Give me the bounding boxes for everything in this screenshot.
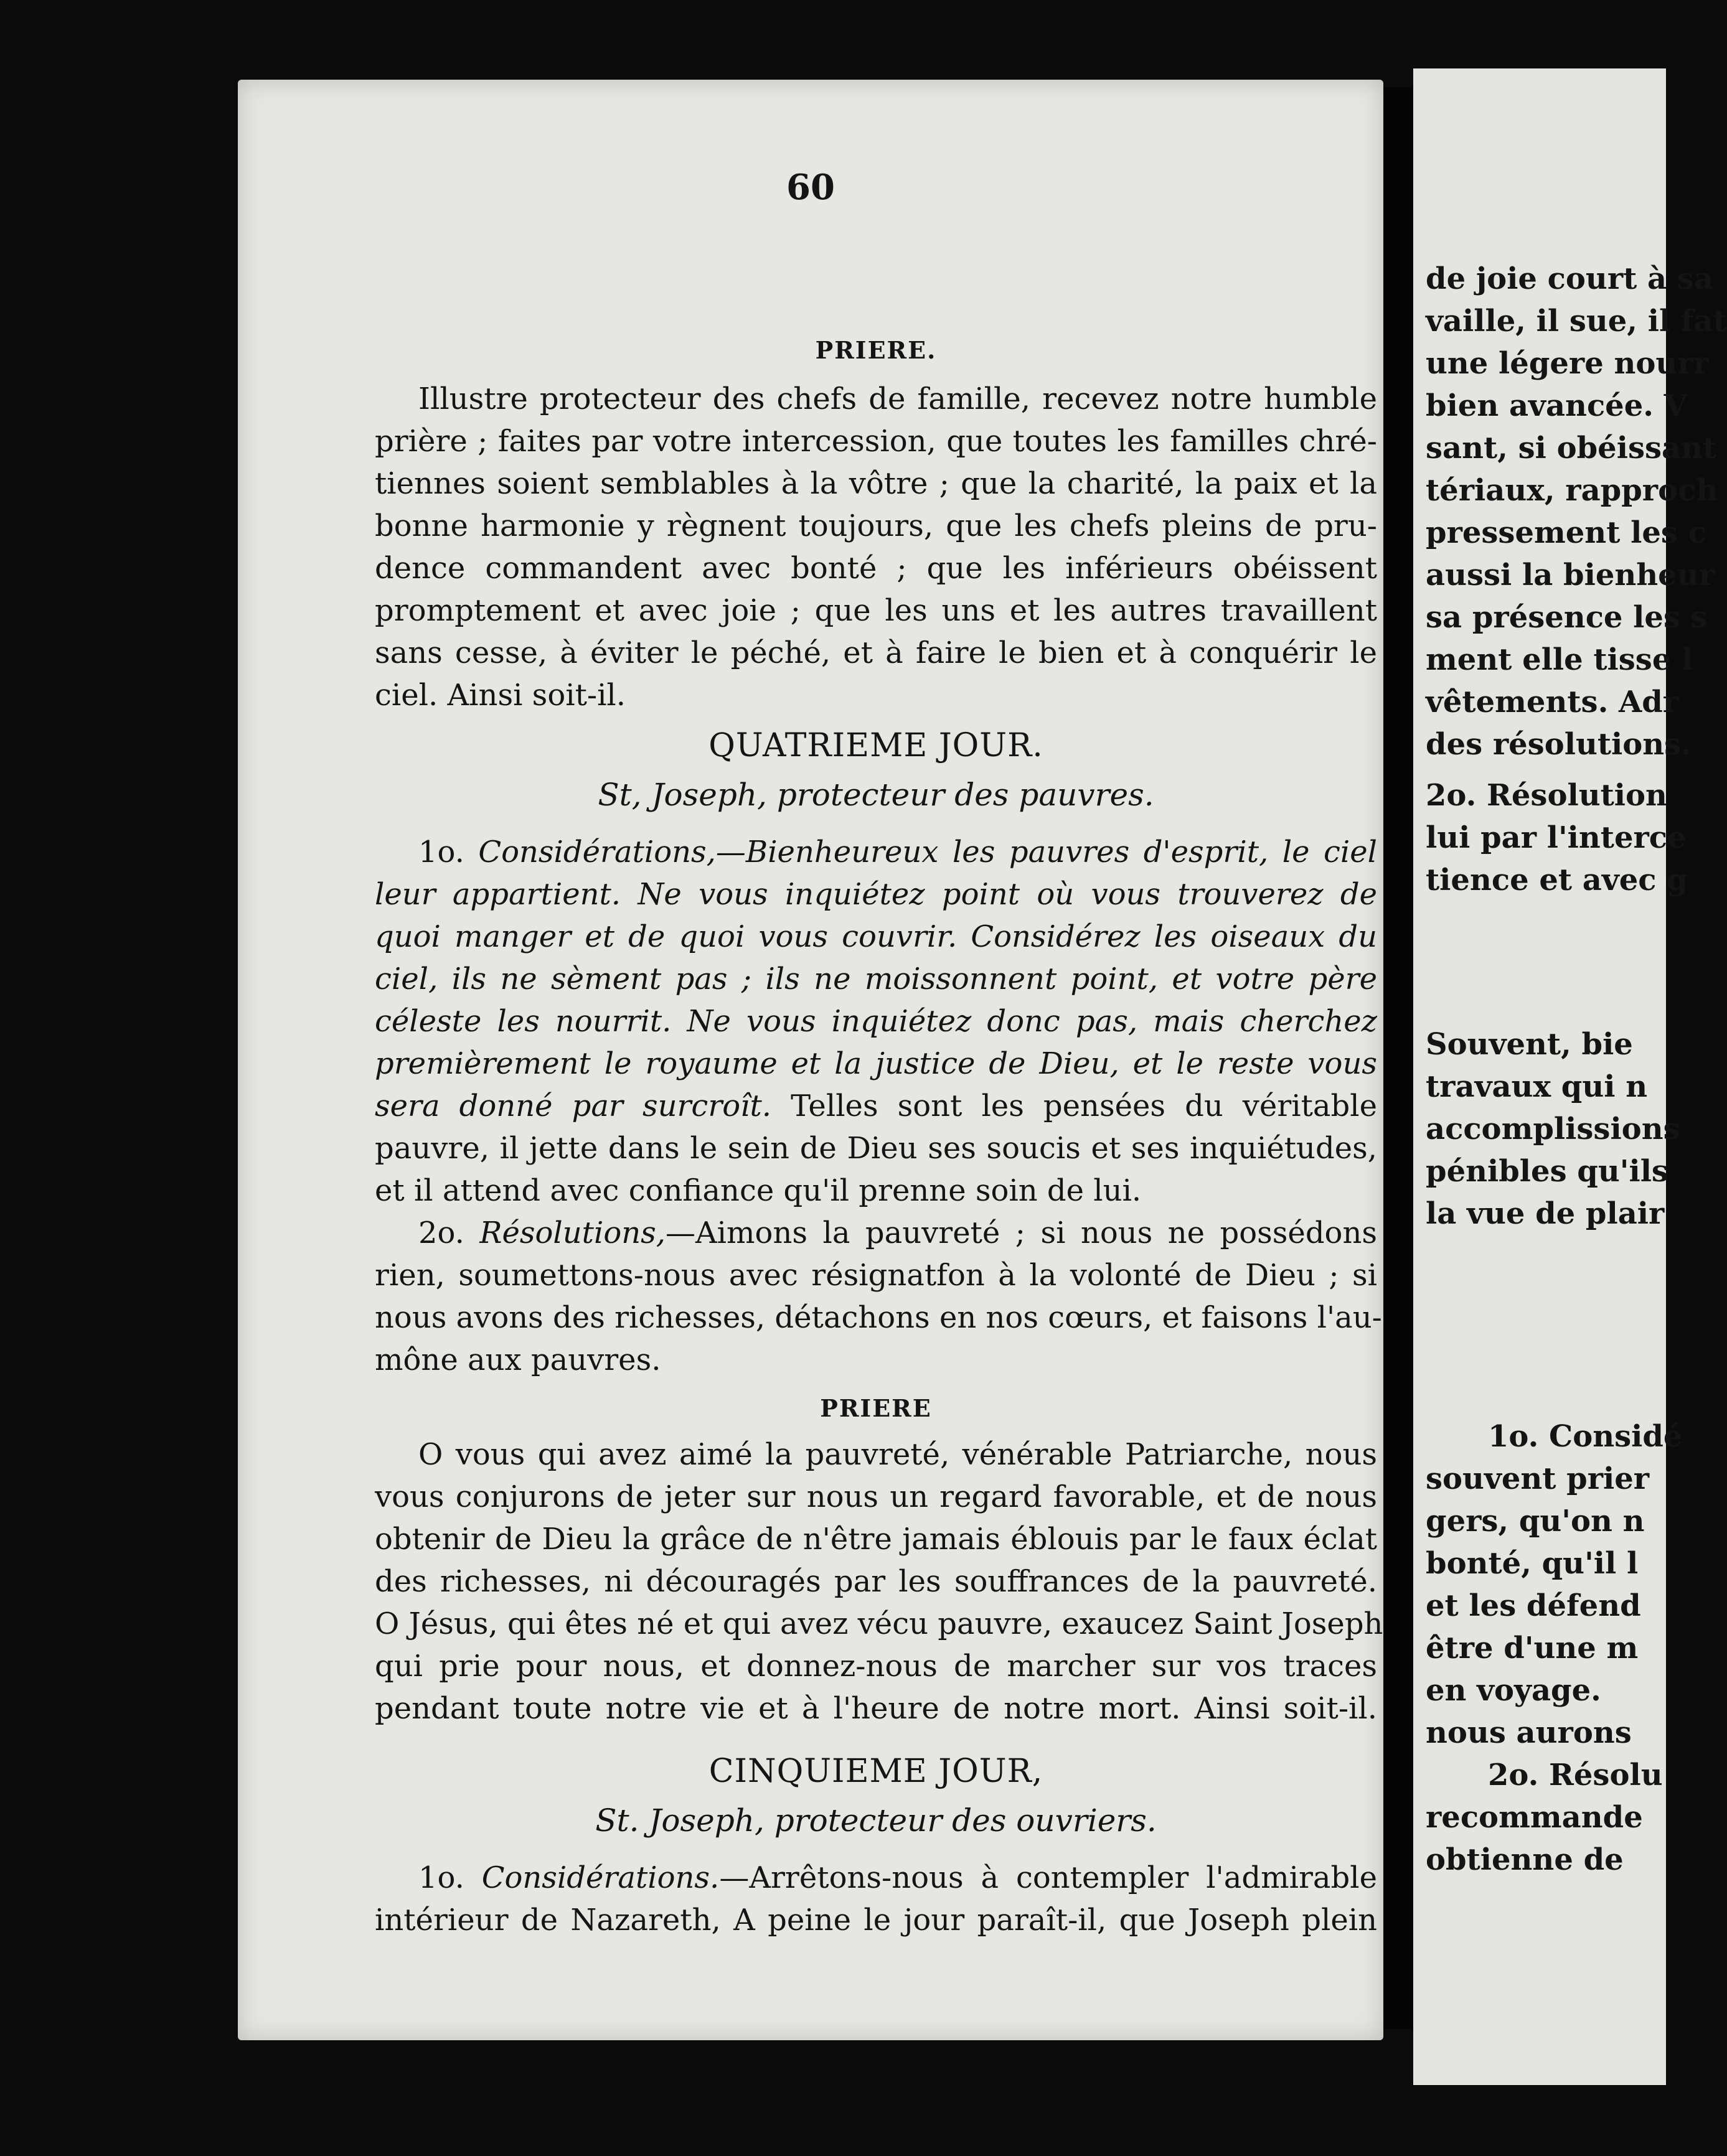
resolutions-line: rien, soumettons-nous avec résignatfon à la volonté de Dieu ; si: [375, 1258, 1377, 1293]
resolutions-line: nous avons des richesses, détachons en nos cœurs, et faisons l'au-: [375, 1300, 1382, 1335]
day5-title: CINQUIEME JOUR,: [708, 1753, 1043, 1790]
day4-subtitle: St, Joseph, protecteur des pauvres.: [598, 777, 1154, 813]
considerations-line: sera donné par surcroît. Telles sont les pensées du véritable: [375, 1089, 1378, 1123]
book-page-left: [238, 80, 1383, 2040]
facing-text-line: des résolutions.: [1426, 727, 1692, 762]
considerations-line: premièrement le royaume et la justice de Dieu, et le reste vous: [375, 1046, 1377, 1081]
facing-text-line: vêtements. Adr: [1426, 685, 1679, 719]
facing-text-line: bonté, qu'il l: [1426, 1546, 1639, 1581]
facing-text-line: pressement les c: [1426, 515, 1706, 550]
book-gutter: [1383, 87, 1413, 2029]
facing-text-line: sant, si obéissant: [1426, 431, 1717, 466]
day5-subtitle: St. Joseph, protecteur des ouvriers.: [595, 1802, 1157, 1839]
facing-text-line: lui par l'interce: [1426, 820, 1687, 855]
day4-prayer-heading: PRIERE: [820, 1394, 932, 1422]
text-line: dence commandent avec bonté ; que les inférieurs obéissent: [375, 551, 1377, 586]
text-line: ciel. Ainsi soit-il.: [375, 678, 626, 713]
facing-text-line: la vue de plair: [1426, 1196, 1665, 1231]
facing-text-line: et les défend: [1426, 1588, 1641, 1623]
facing-text-line: être d'une m: [1426, 1631, 1639, 1666]
facing-text-line: une légere nourr: [1426, 346, 1709, 381]
text-line: prière ; faites par votre intercession, que toutes les familles chré-: [375, 424, 1377, 459]
considerations-line: céleste les nourrit. Ne vous inquiétez donc pas, mais cherchez: [375, 1004, 1377, 1039]
facing-text-line: gers, qu'on n: [1426, 1504, 1645, 1539]
page-number: 60: [786, 167, 835, 208]
facing-text-line: 2o. Résolu: [1488, 1758, 1663, 1793]
facing-text-line: recommande: [1426, 1800, 1643, 1835]
day4-title: QUATRIEME JOUR.: [708, 727, 1043, 764]
prayer-line: pendant toute notre vie et à l'heure de notre mort. Ainsi soit-il.: [375, 1691, 1377, 1726]
facing-text-line: vaille, il sue, il fat: [1426, 304, 1727, 339]
facing-text-line: nous aurons: [1426, 1715, 1632, 1750]
considerations-line: ciel, ils ne sèment pas ; ils ne moissonnent point, et votre père: [375, 962, 1377, 996]
prayer-line: vous conjurons de jeter sur nous un regard favorable, et de nous: [375, 1479, 1377, 1514]
facing-text-line: tériaux, rapproch: [1426, 473, 1718, 508]
prayer-line: qui prie pour nous, et donnez-nous de marcher sur vos traces: [375, 1649, 1377, 1684]
considerations-line: quoi manger et de quoi vous couvrir. Considérez les oiseaux du: [375, 919, 1377, 954]
facing-text-line: en voyage.: [1426, 1673, 1601, 1708]
considerations-line: et il attend avec confiance qu'il prenne soin de lui.: [375, 1173, 1142, 1208]
facing-text-line: obtienne de: [1426, 1842, 1624, 1877]
day5-line: intérieur de Nazareth, A peine le jour paraît-il, que Joseph plein: [375, 1903, 1377, 1938]
facing-text-line: 2o. Résolution: [1426, 778, 1667, 813]
prayer-line: des richesses, ni découragés par les souffrances de la pauvreté.: [375, 1564, 1377, 1599]
facing-text-line: bien avancée. V: [1426, 388, 1687, 423]
facing-text-line: aussi la bienheur: [1426, 558, 1715, 593]
section-heading-priere: PRIERE.: [815, 336, 937, 364]
text-line: Illustre protecteur des chefs de famille, recevez notre humble: [418, 382, 1377, 416]
facing-text-line: ment elle tisse l: [1426, 642, 1693, 677]
facing-text-line: travaux qui n: [1426, 1069, 1648, 1104]
prayer-line: O vous qui avez aimé la pauvreté, vénérable Patriarche, nous: [418, 1437, 1377, 1472]
facing-text-line: pénibles qu'ils: [1426, 1154, 1668, 1189]
prayer-line: obtenir de Dieu la grâce de n'être jamais éblouis par le faux éclat: [375, 1522, 1377, 1557]
text-line: tiennes soient semblables à la vôtre ; que la charité, la paix et la: [375, 466, 1377, 501]
considerations-line: 1o. Considérations,—Bienheureux les pauvres d'esprit, le ciel: [418, 835, 1377, 869]
text-line: bonne harmonie y règnent toujours, que les chefs pleins de pru-: [375, 509, 1377, 543]
facing-text-line: sa présence les s: [1426, 600, 1708, 635]
considerations-line: pauvre, il jette dans le sein de Dieu ses soucis et ses inquiétudes,: [375, 1131, 1377, 1166]
considerations-line: leur appartient. Ne vous inquiétez point où vous trouverez de: [375, 877, 1377, 912]
facing-text-line: tience et avec g: [1426, 863, 1688, 898]
text-line: promptement et avec joie ; que les uns et les autres travaillent: [375, 593, 1377, 628]
facing-text-line: souvent prier: [1426, 1461, 1650, 1496]
text-line: sans cesse, à éviter le péché, et à faire le bien et à conquérir le: [375, 635, 1377, 670]
facing-text-line: accomplissions: [1426, 1112, 1680, 1146]
facing-text-line: 1o. Considé: [1488, 1419, 1683, 1454]
resolutions-line: 2o. Résolutions,—Aimons la pauvreté ; si nous ne possédons: [418, 1216, 1377, 1250]
book-page-right: [1413, 68, 1727, 2085]
facing-text-line: Souvent, bie: [1426, 1027, 1633, 1062]
prayer-line: O Jésus, qui êtes né et qui avez vécu pauvre, exaucez Saint Joseph: [375, 1606, 1383, 1641]
facing-text-line: de joie court à sa: [1426, 261, 1713, 296]
day5-line: 1o. Considérations.—Arrêtons-nous à contempler l'admirable: [418, 1860, 1378, 1895]
resolutions-line: mône aux pauvres.: [375, 1343, 661, 1377]
